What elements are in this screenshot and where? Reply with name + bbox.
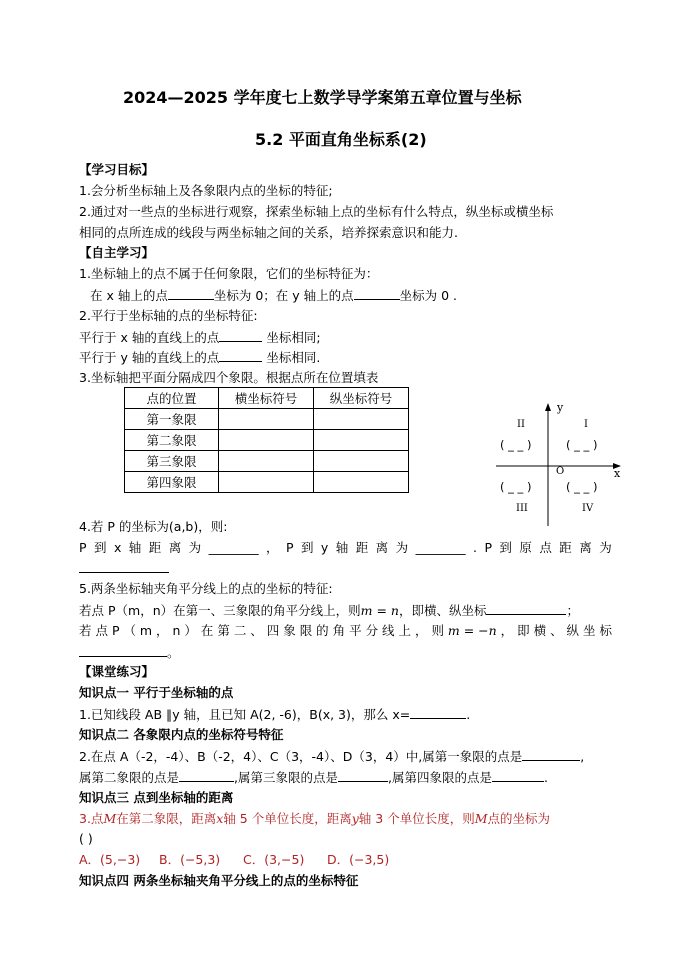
q1-blank-1[interactable] xyxy=(168,287,214,300)
table-header: 横坐标符号 xyxy=(219,388,314,409)
lesson-title: 5.2 平面直角坐标系(2) xyxy=(255,130,427,149)
q4-distance-line: P 到 x 轴 距 离 为 ________ ， P 到 y 轴 距 离 为 ________ . P 到 原 点 距 离 为 xyxy=(79,540,612,555)
quadrant-3-blank[interactable]: ( _ _ ) xyxy=(500,480,532,494)
q1-text: 1.坐标轴上的点不属于任何象限，它们的坐标特征为： xyxy=(79,266,379,281)
table-cell-input[interactable] xyxy=(314,409,409,430)
knowledge-point-3-title: 知识点三 点到坐标轴的距离 xyxy=(79,790,234,805)
table-cell-input[interactable] xyxy=(219,472,314,493)
y-axis-label: y xyxy=(557,401,564,414)
q1-fill-line: 在 x 轴上的点 坐标为 0；在 y 轴上的点 坐标为 0 . xyxy=(90,288,458,303)
q4-blank-origin[interactable] xyxy=(79,560,169,573)
goals-heading: 【学习目标】 xyxy=(79,162,155,177)
q2-x-line: 平行于 x 轴的直线上的点 坐标相同; xyxy=(79,330,321,345)
q3-text: 3.坐标轴把平面分隔成四个象限。根据点所在位置填表 xyxy=(79,370,379,385)
table-row xyxy=(125,409,409,430)
k2-question-line2: 属第二象限的点是 ,属第三象限的点是 ,属第四象限的点是 . xyxy=(79,770,548,785)
q4-blank-y[interactable]: ________ xyxy=(415,540,466,555)
q5-blank-b[interactable] xyxy=(79,644,167,657)
k1-question: 1.已知线段 AB ∥y 轴，且已知 A(2, -6)，B(x, 3)，那么 x= . xyxy=(79,707,471,722)
table-row-label: 第四象限 xyxy=(125,472,219,493)
k3-option-c[interactable]: C．(3,−5) xyxy=(243,852,305,867)
y-axis-arrow xyxy=(545,403,551,411)
self-study-heading: 【自主学习】 xyxy=(79,245,155,260)
k3-option-a[interactable]: A．(5,−3) xyxy=(79,852,141,867)
goal-2-line1: 2.通过对一些点的坐标进行观察，探索坐标轴上点的坐标有什么特点，纵坐标或横坐标 xyxy=(79,204,554,219)
q4-blank-x[interactable]: ________ xyxy=(208,540,259,555)
table-cell-input[interactable] xyxy=(314,451,409,472)
knowledge-point-2-title: 知识点二 各象限内点的坐标符号特征 xyxy=(79,727,284,742)
k2-blank-q4[interactable] xyxy=(492,769,544,782)
table-row-label: 第三象限 xyxy=(125,451,219,472)
q2-blank-y[interactable] xyxy=(219,349,262,362)
practice-heading: 【课堂练习】 xyxy=(79,664,155,679)
goal-1: 1.会分析坐标轴上及各象限内点的坐标的特征; xyxy=(79,183,333,198)
table-row xyxy=(125,451,409,472)
x-axis-label: x xyxy=(614,467,621,480)
q5-blank-a[interactable] xyxy=(486,602,566,615)
table-cell-input[interactable] xyxy=(219,409,314,430)
table-cell-input[interactable] xyxy=(314,472,409,493)
q2-y-line: 平行于 y 轴的直线上的点 坐标相同. xyxy=(79,350,321,365)
table-row xyxy=(125,472,409,493)
k1-blank[interactable] xyxy=(410,706,466,719)
quadrant-label-4: IV xyxy=(582,503,594,514)
q5-line-c: 。 xyxy=(79,644,180,661)
k3-option-d[interactable]: D．(−3,5) xyxy=(327,852,390,867)
page-title: 2024—2025 学年度七上数学导学案第五章位置与坐标 xyxy=(123,88,522,107)
k2-question-line1: 2.在点 A（-2，-4）、B（-2，4）、C（3，-4）、D（3，4）中,属第一象限的点是 , xyxy=(79,749,585,764)
q4-line-3 xyxy=(79,560,169,577)
knowledge-point-1-title: 知识点一 平行于坐标轴的点 xyxy=(79,685,234,700)
k3-answer-paren[interactable]: ( ) xyxy=(79,831,93,846)
quadrant-4-blank[interactable]: ( _ _ ) xyxy=(566,480,598,494)
k2-blank-q3[interactable] xyxy=(338,769,388,782)
goal-2-line2: 相同的点所连成的线段与两坐标轴之间的关系，培养探索意识和能力. xyxy=(79,225,458,240)
q5-line-a: 若点 P（m，n）在第一、三象限的角平分线上，则m = n，即横、纵坐标 ； xyxy=(79,603,579,618)
quadrant-2-blank[interactable]: ( _ _ ) xyxy=(500,438,532,452)
q5-text: 5.两条坐标轴夹角平分线上的点的坐标的特征: xyxy=(79,581,333,596)
k3-question: 3.点M在第二象限，距离x轴 5 个单位长度，距离y轴 3 个单位长度，则M点的坐标为 xyxy=(79,811,551,826)
table-header: 点的位置 xyxy=(125,388,219,409)
knowledge-point-4-title: 知识点四 两条坐标轴夹角平分线上的点的坐标特征 xyxy=(79,873,359,888)
quadrant-1-blank[interactable]: ( _ _ ) xyxy=(566,438,598,452)
table-header-row xyxy=(125,388,409,409)
q1-blank-2[interactable] xyxy=(354,287,400,300)
q2-blank-x[interactable] xyxy=(219,329,262,342)
table-row-label: 第一象限 xyxy=(125,409,219,430)
quadrant-label-1: I xyxy=(584,419,588,430)
table-cell-input[interactable] xyxy=(314,430,409,451)
quadrant-label-2: II xyxy=(517,419,525,430)
k2-blank-q1[interactable] xyxy=(522,748,580,761)
origin-label: O xyxy=(556,466,565,477)
table-row xyxy=(125,430,409,451)
table-header: 纵坐标符号 xyxy=(314,388,409,409)
q4-text: 4.若 P 的坐标为(a,b)，则: xyxy=(79,519,228,534)
quadrant-sign-table xyxy=(124,387,409,493)
q2-text: 2.平行于坐标轴的点的坐标特征: xyxy=(79,308,258,323)
k3-option-b[interactable]: B．(−5,3) xyxy=(159,852,221,867)
q5-line-b: 若 点 P （ m ， n ） 在 第 二 、 四 象 限 的 角 平 分 线 上 ， 则 m = −n ， 即 横 、 纵 坐 标 xyxy=(79,623,612,638)
table-cell-input[interactable] xyxy=(219,430,314,451)
table-row-label: 第二象限 xyxy=(125,430,219,451)
k2-blank-q2[interactable] xyxy=(179,769,234,782)
table-cell-input[interactable] xyxy=(219,451,314,472)
quadrant-label-3: III xyxy=(516,503,528,514)
